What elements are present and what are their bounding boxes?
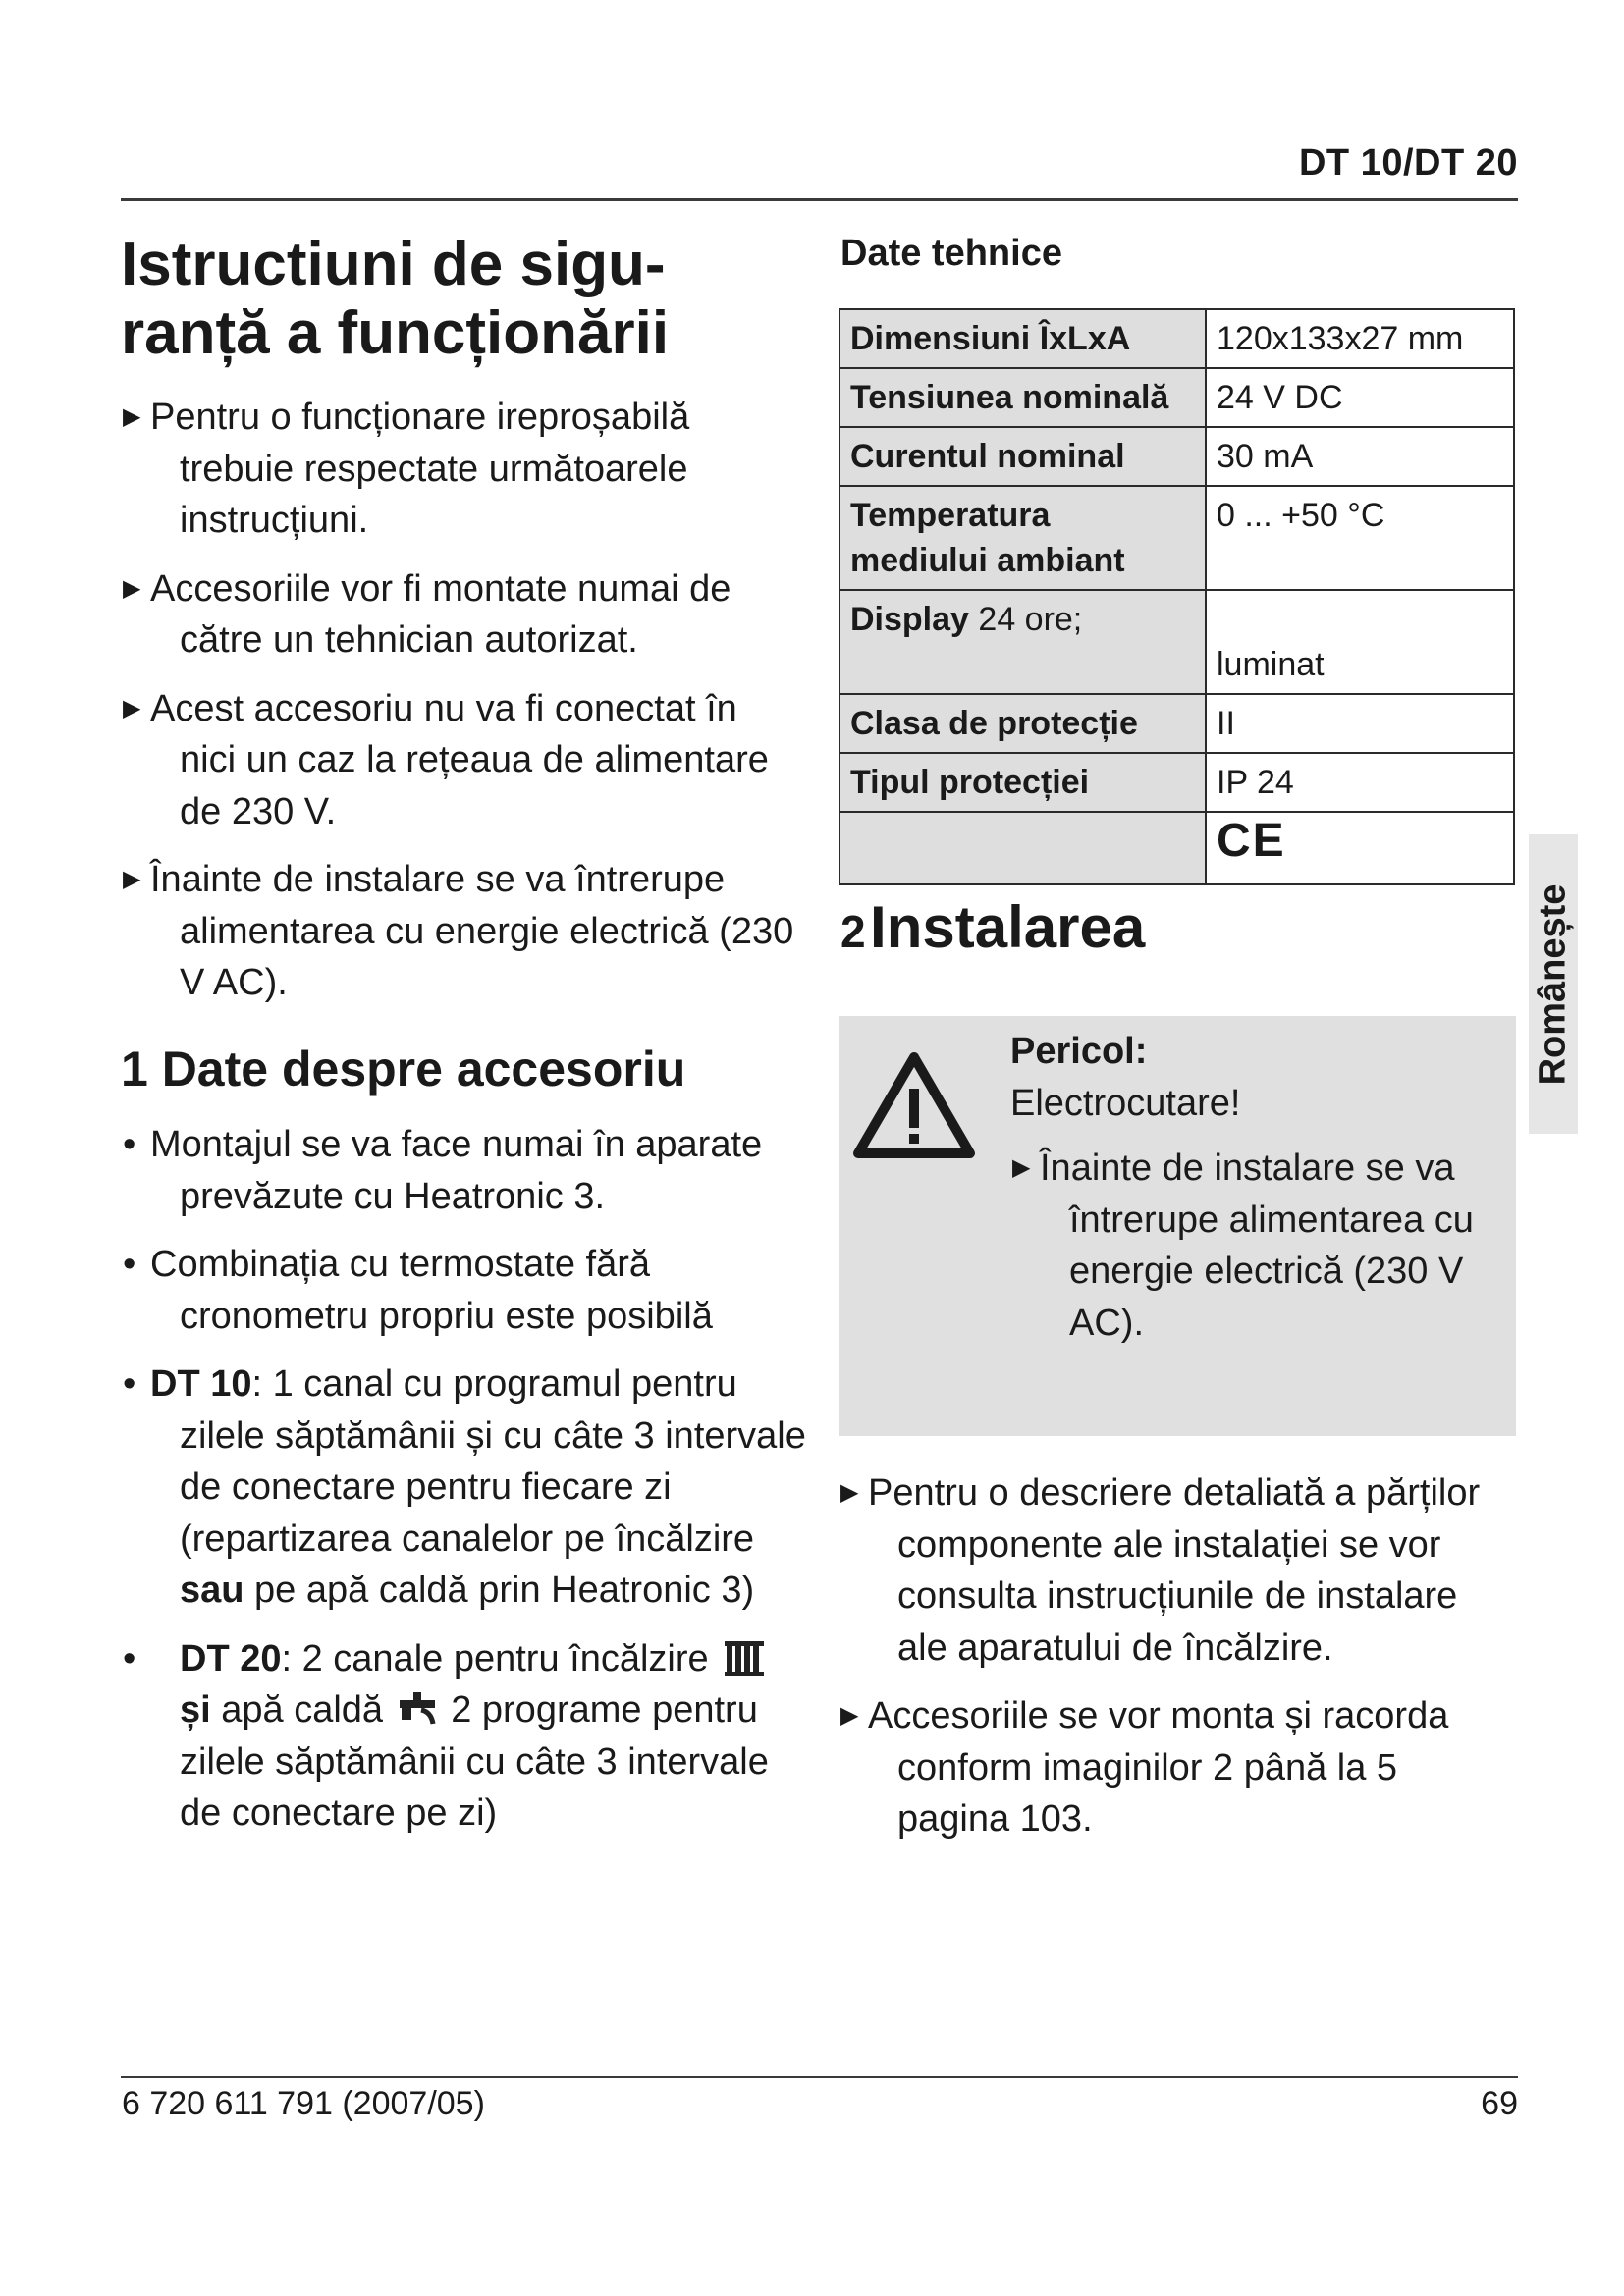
danger-box: [839, 1016, 1516, 1436]
footer-rule: [121, 2076, 1518, 2078]
bullet-arrow-icon: ▶: [123, 694, 141, 721]
document-model: DT 10/DT 20: [1298, 142, 1518, 184]
list-item: ▶ Înainte de instalare se va întrerupe alimentarea cu energie electrică (230 V AC).: [1010, 1143, 1501, 1349]
danger-title: Pericol:: [1010, 1031, 1148, 1072]
list-item: • Combinația cu termostate fără cronometru propriu este posibilă: [121, 1239, 808, 1342]
table-row: Tipul protecției IP 24: [839, 753, 1514, 812]
section2-list: [839, 1468, 1516, 1862]
section1-title: 1 Date despre accesoriu: [121, 1041, 686, 1096]
bullet-arrow-icon: ▶: [1012, 1154, 1031, 1181]
bullet-arrow-icon: ▶: [840, 1702, 859, 1729]
safety-title: [121, 231, 808, 368]
list-item: ▶ Înainte de instalare se va întrerupe alimentarea cu energie electrică (230 V AC).: [121, 854, 798, 1009]
ce-mark: CE: [1206, 812, 1514, 884]
header-rule: [121, 198, 1518, 201]
language-side-tab: Românește: [1529, 834, 1578, 1134]
list-item: ▶ Pentru o descriere detaliată a părților componente ale instalației se vor consulta instrucțiunile de instalare ale aparatului de încălzire.: [839, 1468, 1516, 1674]
table-row: Curentul nominal 30 mA: [839, 427, 1514, 486]
table-row: Display 24 ore; luminat: [839, 590, 1514, 694]
document-number: 6 720 611 791 (2007/05): [122, 2085, 485, 2122]
tech-table: [839, 308, 1515, 885]
table-row: [839, 812, 1514, 884]
table-row: Clasa de protecție II: [839, 694, 1514, 753]
list-item: ▶ Acest accesoriu nu va fi conectat în nici un caz la rețeaua de alimentare de 230 V.: [121, 683, 798, 838]
list-item: • DT 20: 2 canale pentru încălzire și apă caldă 2 programe pentru zilele săptămânii cu câte 3 intervale de conectare pe zi): [121, 1633, 808, 1840]
safety-section: [121, 231, 808, 1026]
list-item: ▶ Accesoriile vor fi montate numai de către un tehnician autorizat.: [121, 563, 798, 667]
bullet-dot-icon: •: [123, 1124, 136, 1165]
warning-triangle-icon: [852, 1051, 976, 1159]
tech-title: Date tehnice: [840, 233, 1062, 274]
table-row: Tensiunea nominală 24 V DC: [839, 368, 1514, 427]
bullet-dot-icon: •: [123, 1244, 136, 1285]
page-number: 69: [1481, 2085, 1518, 2122]
table-row: Temperatura mediului ambiant 0 ... +50 °C: [839, 486, 1514, 590]
bullet-dot-icon: •: [123, 1363, 136, 1405]
list-item: ▶ Accesoriile se vor monta și racorda conform imaginilor 2 până la 5 pagina 103.: [839, 1690, 1516, 1845]
safety-title-line1: Istructiuni de sigu-: [121, 231, 666, 298]
section1-list: [121, 1119, 808, 1840]
danger-subtitle: Electrocutare!: [1010, 1082, 1241, 1124]
list-item: • DT 10: 1 canal cu programul pentru zilele săptămânii și cu câte 3 intervale de conectare pentru fiecare zi (repartizarea canalelor pe încălzire sau pe apă caldă prin Heatronic 3): [121, 1359, 808, 1617]
radiator-icon: [723, 1639, 766, 1677]
safety-title-line2: ranță a funcționării: [121, 299, 670, 367]
list-item: • Montajul se va face numai în aparate prevăzute cu Heatronic 3.: [121, 1119, 808, 1222]
bullet-arrow-icon: ▶: [840, 1479, 859, 1506]
table-row: Dimensiuni ÎxLxA 120x133x27 mm: [839, 309, 1514, 368]
bullet-arrow-icon: ▶: [123, 866, 141, 892]
section1: [121, 1041, 808, 1856]
safety-list: [121, 392, 798, 1009]
section2-title: 2 Instalarea: [840, 894, 1146, 960]
bullet-arrow-icon: ▶: [123, 574, 141, 602]
bullet-arrow-icon: ▶: [123, 403, 141, 430]
bullet-dot-icon: •: [123, 1637, 136, 1680]
tap-icon: [396, 1690, 439, 1728]
list-item: ▶ Pentru o funcționare ireproșabilă trebuie respectate următoarele instrucțiuni.: [121, 392, 798, 547]
